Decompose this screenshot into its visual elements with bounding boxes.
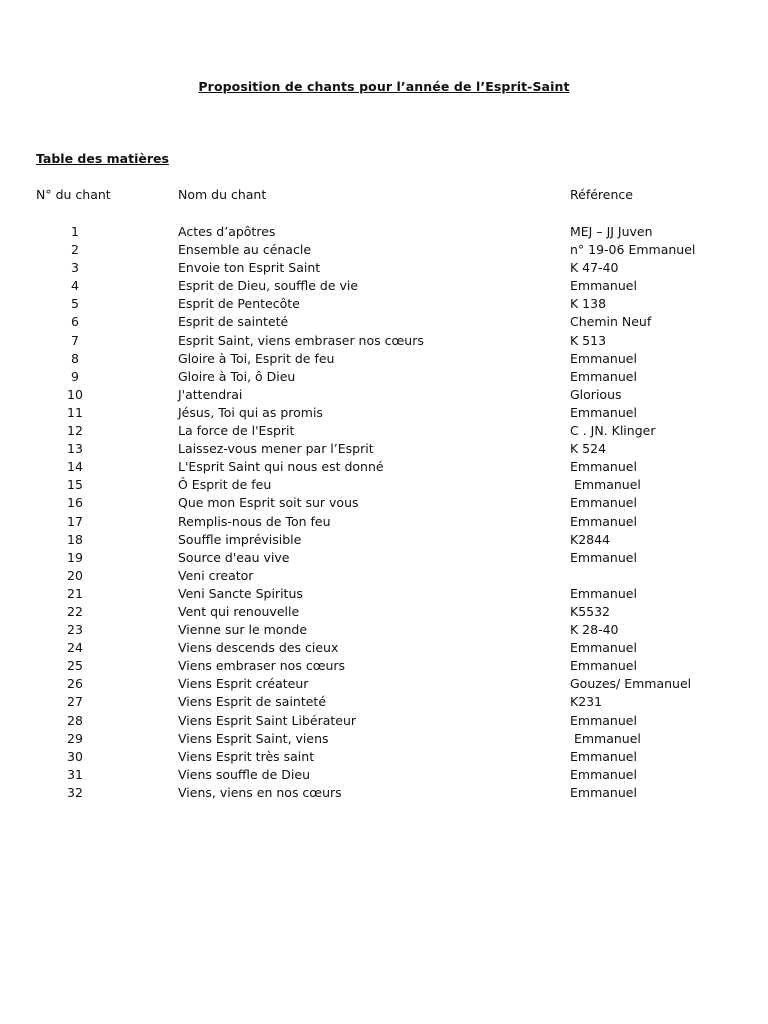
song-row [0,657,768,675]
song-number: 31 [67,766,83,782]
song-number: 18 [67,531,83,547]
song-list [0,223,768,802]
song-row [0,730,768,748]
song-name: Source d'eau vive [178,549,290,565]
song-number: 4 [71,278,79,294]
song-number: 32 [67,784,83,800]
song-name: Ô Esprit de feu [178,477,272,493]
song-row [0,241,768,259]
song-name: Ensemble au cénacle [178,242,312,258]
song-name: Esprit de sainteté [178,314,289,330]
song-number: 22 [67,603,83,619]
song-name: L'Esprit Saint qui nous est donné [178,459,384,475]
song-number: 12 [67,423,83,439]
song-row [0,766,768,784]
song-row [0,603,768,621]
song-name: Esprit de Dieu, souffle de vie [178,278,359,294]
song-reference: Chemin Neuf [570,314,652,330]
song-row [0,223,768,241]
song-name: Viens, viens en nos cœurs [178,784,342,800]
song-name: Viens descends des cieux [178,640,339,656]
song-number: 28 [67,712,83,728]
song-row [0,404,768,422]
song-number: 25 [67,658,83,674]
song-name: Envoie ton Esprit Saint [178,260,321,276]
song-name: Esprit Saint, viens embraser nos cœurs [178,332,424,348]
song-name: Veni Sancte Spiritus [178,585,303,601]
song-name: Gloire à Toi, Esprit de feu [178,350,335,366]
song-number: 3 [71,260,79,276]
song-reference: Emmanuel [570,712,637,728]
song-name: Veni creator [178,567,254,583]
song-row [0,494,768,512]
song-reference: Emmanuel [570,495,637,511]
song-row [0,513,768,531]
song-name: Viens Esprit de sainteté [178,694,327,710]
song-reference: Emmanuel [570,549,637,565]
song-row [0,313,768,331]
song-number: 24 [67,640,83,656]
song-number: 6 [71,314,79,330]
song-number: 7 [71,332,79,348]
song-name: Viens Esprit très saint [178,748,315,764]
song-name: Souffle imprévisible [178,531,302,547]
song-reference: Emmanuel [570,585,637,601]
song-name: Remplis-nous de Ton feu [178,513,331,529]
song-reference: Glorious [570,386,622,402]
song-reference: Emmanuel [570,459,637,475]
song-row [0,350,768,368]
song-number: 26 [67,676,83,692]
song-reference: Emmanuel [570,513,637,529]
song-name: J'attendrai [178,386,243,402]
song-reference: Gouzes/ Emmanuel [570,676,692,692]
song-reference: Emmanuel [570,748,637,764]
song-number: 8 [71,350,79,366]
song-name: Viens Esprit Saint Libérateur [178,712,357,728]
song-number: 27 [67,694,83,710]
song-row [0,368,768,386]
song-reference: Emmanuel [570,477,641,493]
song-reference: Emmanuel [570,766,637,782]
song-row [0,748,768,766]
song-row [0,440,768,458]
song-reference: K2844 [570,531,611,547]
song-number: 19 [67,549,83,565]
song-number: 16 [67,495,83,511]
song-name: Vienne sur le monde [178,622,308,638]
song-reference: K5532 [570,603,611,619]
song-reference: Emmanuel [570,278,637,294]
song-number: 21 [67,585,83,601]
song-reference: Emmanuel [570,658,637,674]
song-row [0,458,768,476]
song-reference: K 47-40 [570,260,619,276]
song-number: 17 [67,513,83,529]
song-number: 30 [67,748,83,764]
song-name: Vent qui renouvelle [178,603,300,619]
song-reference: Emmanuel [570,640,637,656]
song-row [0,277,768,295]
song-number: 23 [67,622,83,638]
column-header-name: Nom du chant [178,187,267,202]
song-row [0,567,768,585]
song-row [0,259,768,277]
song-reference: K 138 [570,296,607,312]
column-header-reference: Référence [570,187,633,202]
song-number: 20 [67,567,83,583]
song-number: 13 [67,441,83,457]
song-number: 29 [67,730,83,746]
song-name: Jésus, Toi qui as promis [178,404,323,420]
toc-heading: Table des matières [36,151,169,166]
song-number: 11 [67,404,83,420]
song-number: 1 [71,224,79,239]
song-reference: K 524 [570,441,607,457]
song-reference: MEJ – JJ Juven [570,224,653,239]
song-name: La force de l'Esprit [178,423,295,439]
song-name: Laissez-vous mener par l’Esprit [178,441,374,457]
song-reference: Emmanuel [570,350,637,366]
song-row [0,295,768,313]
song-number: 10 [67,386,83,402]
song-reference: Emmanuel [570,784,637,800]
song-number: 14 [67,459,83,475]
song-row [0,585,768,603]
song-number: 5 [71,296,79,312]
song-row [0,549,768,567]
song-name: Esprit de Pentecôte [178,296,300,312]
song-row [0,422,768,440]
song-row [0,712,768,730]
song-row [0,693,768,711]
song-row [0,332,768,350]
song-name: Que mon Esprit soit sur vous [178,495,359,511]
song-row [0,639,768,657]
song-reference: K231 [570,694,603,710]
song-reference: Emmanuel [570,730,641,746]
document-title: Proposition de chants pour l’année de l’Esprit-Saint [198,79,570,94]
song-name: Viens Esprit Saint, viens [178,730,329,746]
song-name: Actes d’apôtres [178,224,276,239]
song-reference: n° 19-06 Emmanuel [570,242,696,258]
song-number: 2 [71,242,79,258]
song-name: Viens Esprit créateur [178,676,309,692]
song-reference: K 28-40 [570,622,619,638]
song-reference: C . JN. Klinger [570,423,656,439]
song-row [0,386,768,404]
song-name: Viens embraser nos cœurs [178,658,346,674]
song-row [0,675,768,693]
song-number: 9 [71,368,79,384]
song-reference: Emmanuel [570,404,637,420]
column-header-number: N° du chant [36,187,111,202]
song-name: Viens souffle de Dieu [178,766,310,782]
song-row [0,531,768,549]
song-row [0,476,768,494]
song-reference: K 513 [570,332,607,348]
song-reference: Emmanuel [570,368,637,384]
song-name: Gloire à Toi, ô Dieu [178,368,296,384]
song-row [0,784,768,802]
song-number: 15 [67,477,83,493]
song-row [0,621,768,639]
